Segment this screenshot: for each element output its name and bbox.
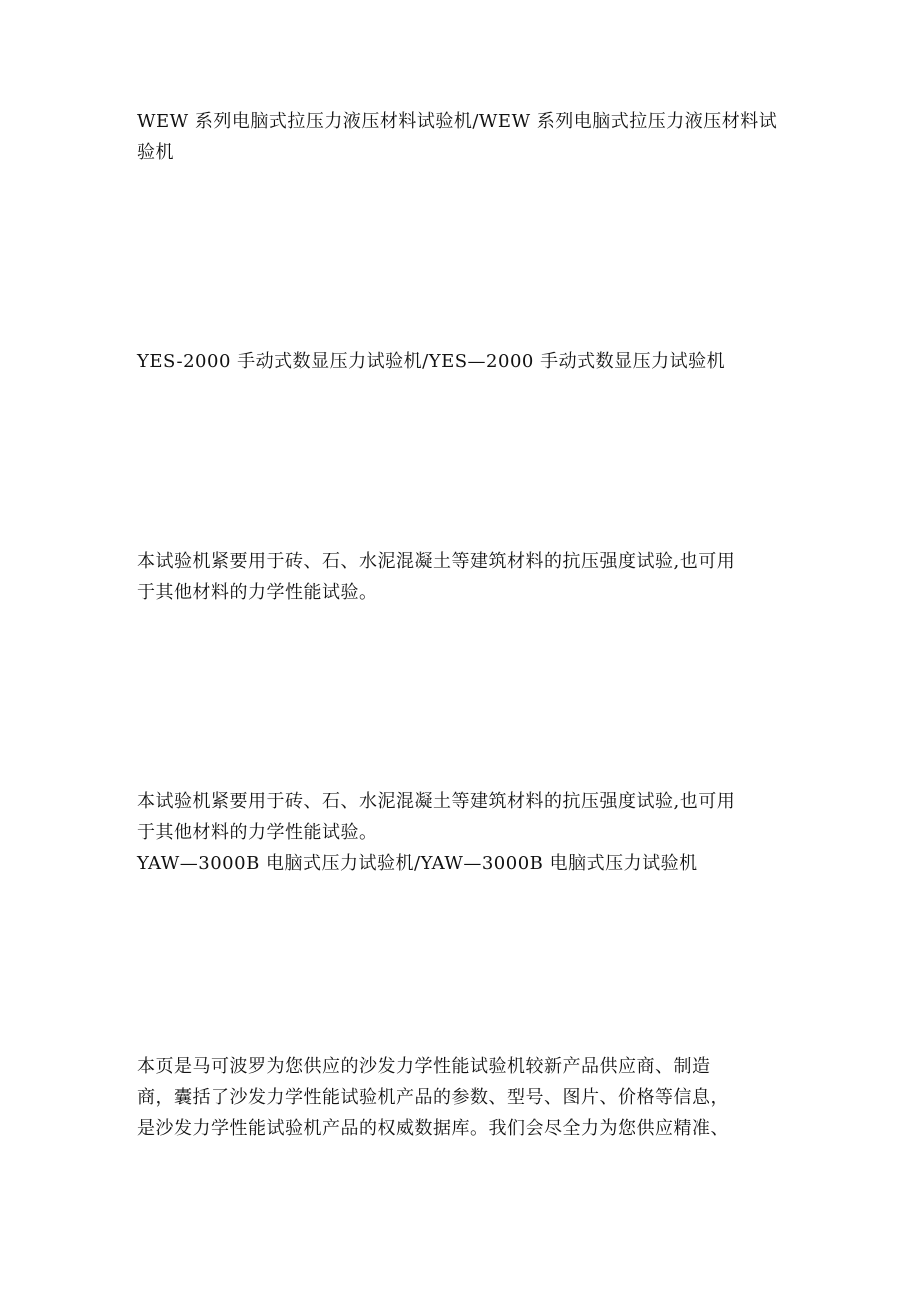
text-line: 于其他材料的力学性能试验。 [137, 822, 378, 843]
text-line: 于其他材料的力学性能试验。 [137, 582, 378, 603]
text-line: YES-2000 手动式数显压力试验机/YES—2000 手动式数显压力试验机 [137, 351, 726, 372]
text-line: YAW—3000B 电脑式压力试验机/YAW—3000B 电脑式压力试验机 [137, 853, 698, 874]
text-line: 验机 [137, 142, 174, 163]
text-line: WEW 系列电脑式拉压力液压材料试验机/WEW 系列电脑式拉压力液压材料试 [137, 111, 778, 132]
paragraph-yes2000-title [137, 346, 789, 377]
text-line: 是沙发力学性能试验机产品的权威数据库。我们会尽全力为您供应精准、 [137, 1118, 729, 1139]
paragraph-wew-title [137, 106, 789, 168]
text-line: 本页是马可波罗为您供应的沙发力学性能试验机较新产品供应商、制造 [137, 1056, 711, 1077]
text-line: 本试验机紧要用于砖、石、水泥混凝土等建筑材料的抗压强度试验,也可用 [137, 791, 736, 812]
paragraph-description-yaw3000b [137, 786, 789, 879]
text-line: 商，囊括了沙发力学性能试验机产品的参数、型号、图片、价格等信息， [137, 1087, 729, 1108]
paragraph-page-intro [137, 1051, 789, 1144]
text-line: 本试验机紧要用于砖、石、水泥混凝土等建筑材料的抗压强度试验,也可用 [137, 551, 736, 572]
paragraph-description [137, 546, 789, 608]
